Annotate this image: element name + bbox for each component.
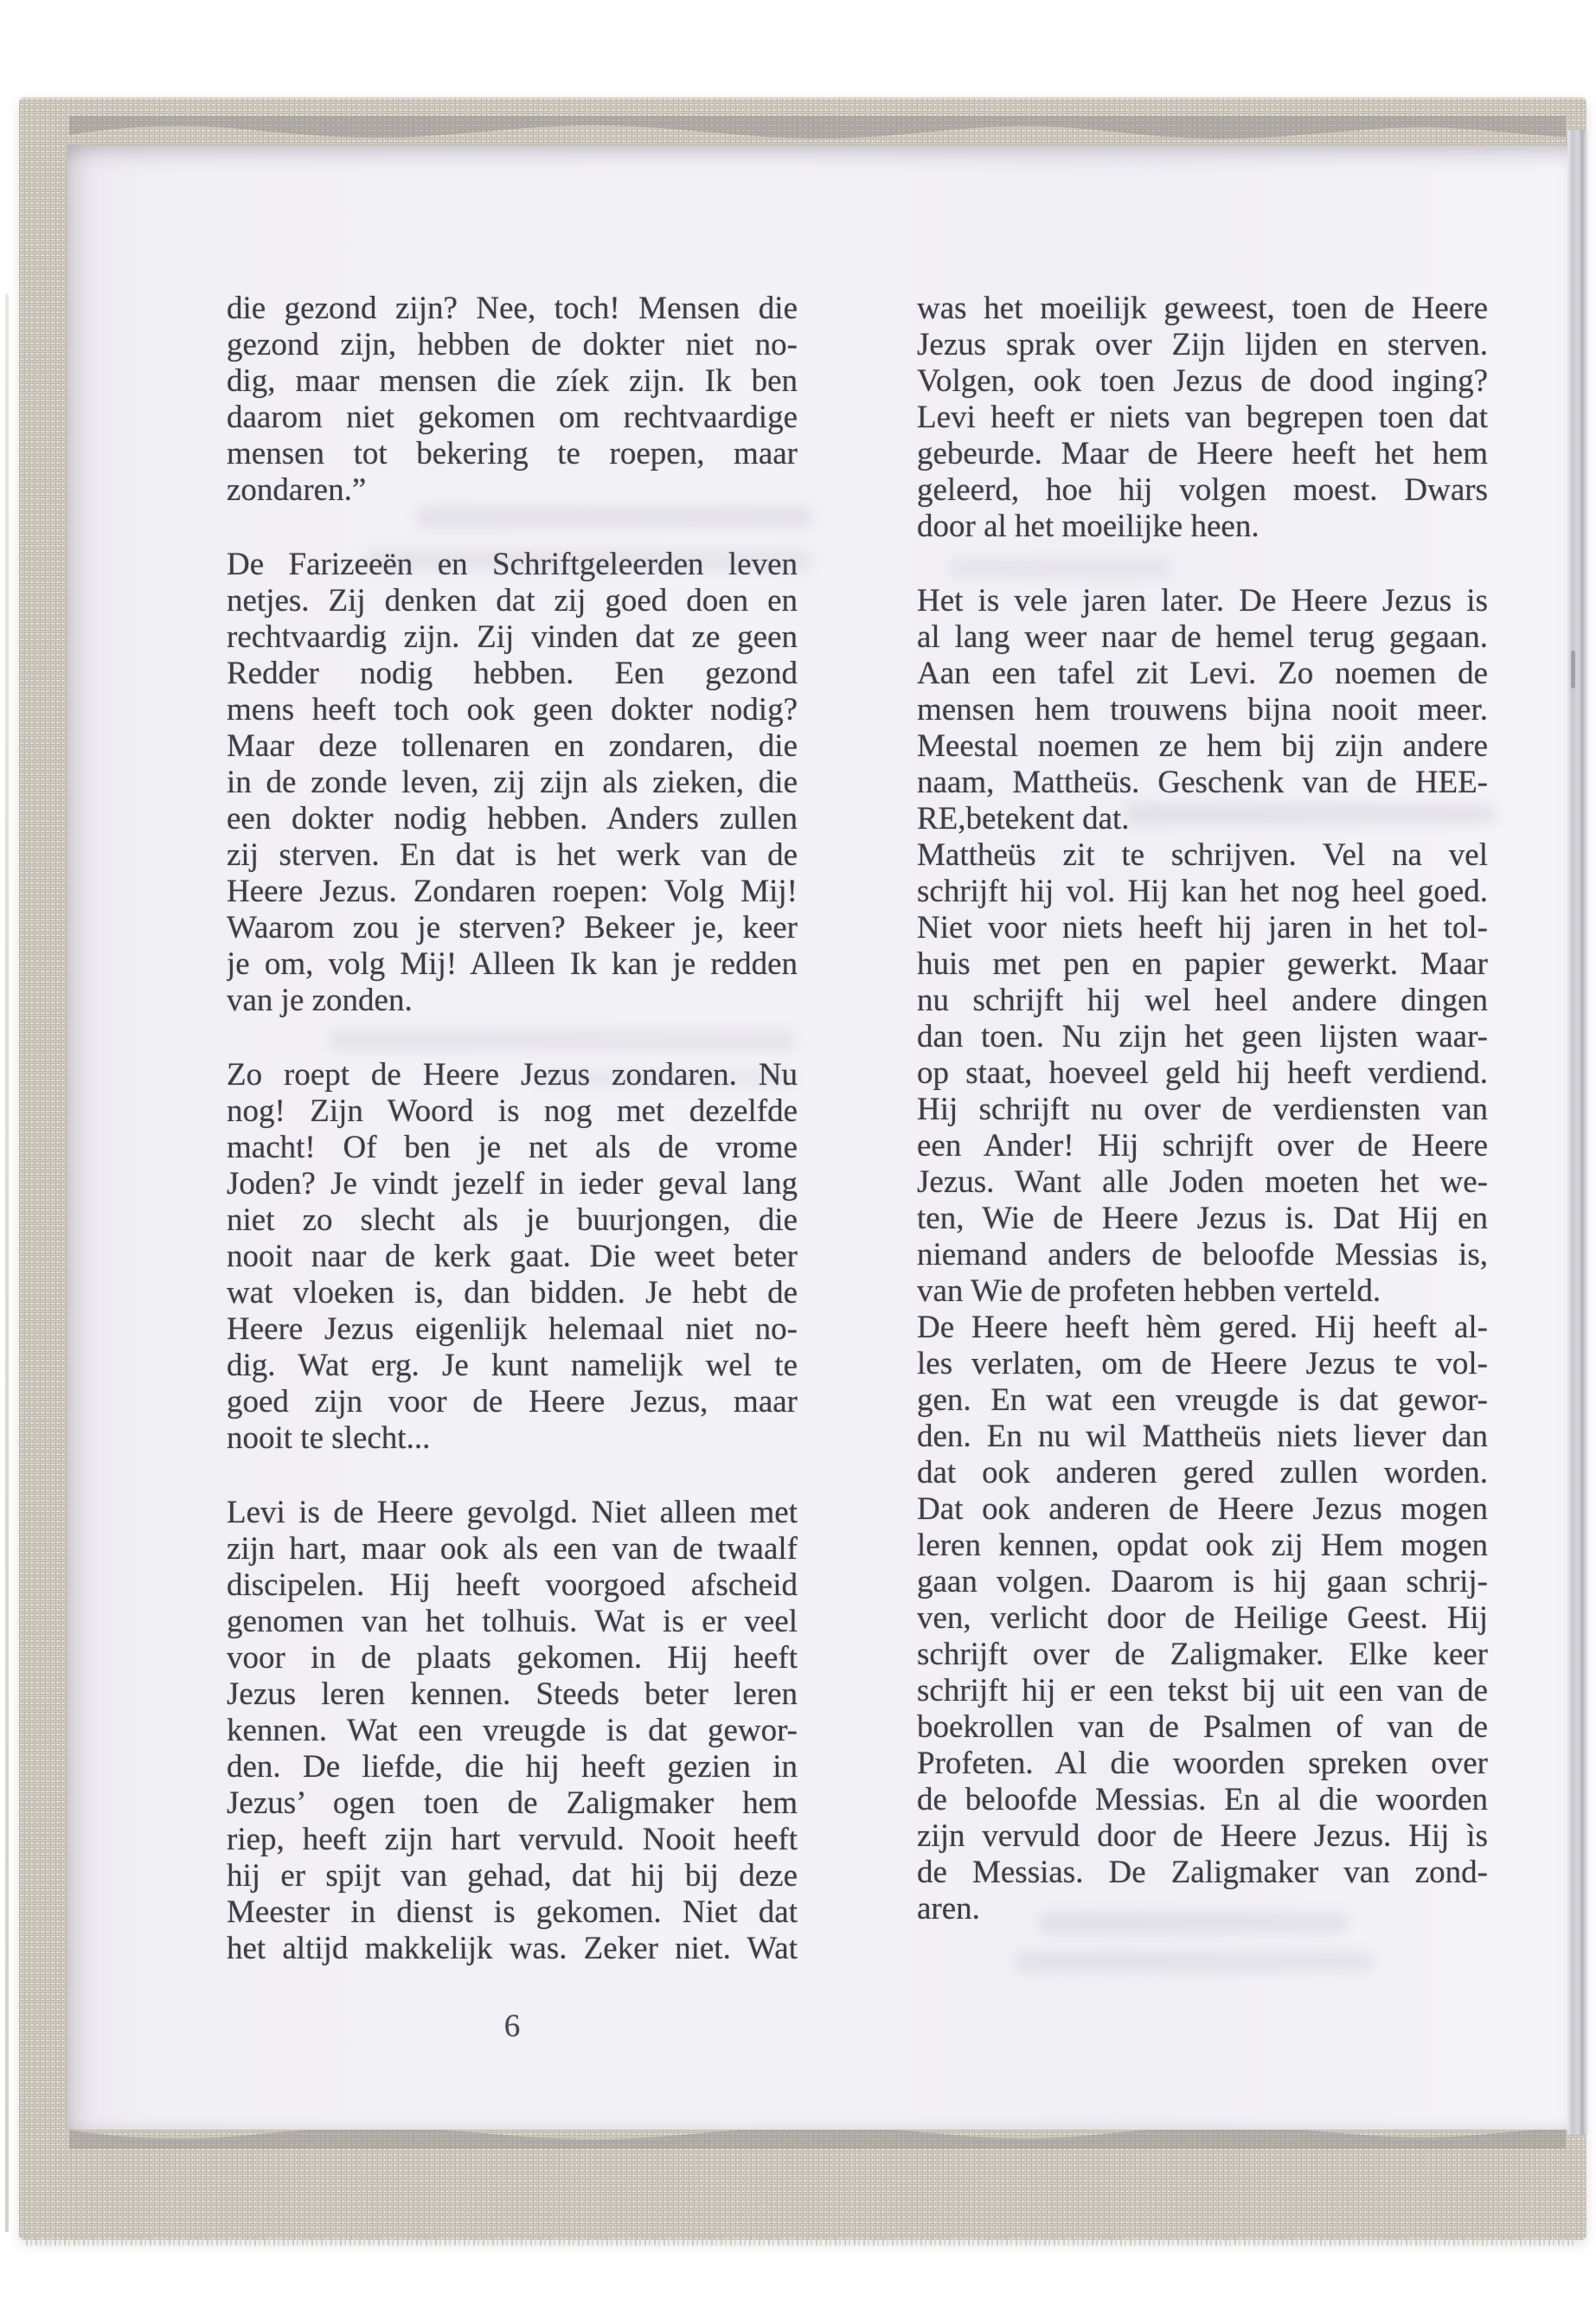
text-line: dat ook anderen gered zullen worden. <box>917 1455 1488 1490</box>
text-line: gebeurde. Maar de Heere heeft het hem <box>917 436 1488 471</box>
paragraph <box>227 547 798 1019</box>
text-line: dig. Wat erg. Je kunt namelijk wel te <box>227 1348 798 1383</box>
text-line: zondaren.” <box>227 472 367 508</box>
text-line: van je zonden. <box>227 983 413 1018</box>
text-line: al lang weer naar de hemel terug gegaan. <box>917 619 1488 655</box>
text-line: een Ander! Hij schrijft over de Heere <box>917 1128 1488 1163</box>
text-line: Jezus’ ogen toen de Zaligmaker hem <box>227 1785 798 1821</box>
text-line: een dokter nodig hebben. Anders zullen <box>227 801 798 836</box>
text-line: Redder nodig hebben. Een gezond <box>227 656 798 691</box>
text-line: dig, maar mensen die zíek zijn. Ik ben <box>227 363 798 399</box>
text-line: was het moeilijk geweest, toen de Heere <box>917 291 1488 326</box>
text-line: den. De liefde, die hij heeft gezien in <box>227 1749 798 1785</box>
cover-board-edge <box>5 294 9 2232</box>
page-top-shadow-wave <box>69 116 1566 147</box>
text-line: Jezus. Want alle Joden moeten het we- <box>917 1164 1488 1200</box>
text-line: wat vloeken is, dan bidden. Je hebt de <box>227 1275 798 1311</box>
text-line: goed zijn voor de Heere Jezus, maar <box>227 1384 798 1420</box>
text-line: in de zonde leven, zij zijn als zieken, die <box>227 765 798 800</box>
text-line: les verlaten, om de Heere Jezus te vol- <box>917 1346 1488 1381</box>
text-line: mens heeft toch ook geen dokter nodig? <box>227 692 798 727</box>
text-line: dan toen. Nu zijn het geen lijsten waar- <box>917 1019 1488 1054</box>
text-line: kennen. Wat een vreugde is dat gewor- <box>227 1713 798 1748</box>
text-line: nooit naar de kerk gaat. Die weet beter <box>227 1239 798 1274</box>
paragraph <box>227 1057 798 1457</box>
text-line: De Farizeeën en Schriftgeleerden leven <box>227 547 798 582</box>
text-line: op staat, hoeveel geld hij heeft verdiend. <box>917 1055 1488 1091</box>
text-line: voor in de plaats gekomen. Hij heeft <box>227 1640 798 1676</box>
text-line: netjes. Zij denken dat zij goed doen en <box>227 583 798 619</box>
text-line: hij er spijt van gehad, dat hij bij deze <box>227 1858 798 1894</box>
paragraph <box>227 1495 798 1967</box>
text-line: Profeten. Al die woorden spreken over <box>917 1746 1488 1781</box>
text-line: Levi heeft er niets van begrepen toen dat <box>917 400 1488 435</box>
text-line: RE,betekent dat. <box>917 801 1130 836</box>
text-column-left <box>227 291 798 1967</box>
text-line: ven, verlicht door de Heilige Geest. Hij <box>917 1600 1488 1636</box>
text-line: geleerd, hoe hij volgen moest. Dwars <box>917 472 1488 508</box>
text-line: Maar deze tollenaren en zondaren, die <box>227 728 798 764</box>
text-line: rechtvaardig zijn. Zij vinden dat ze geen <box>227 619 798 655</box>
text-line: boekrollen van de Psalmen of van de <box>917 1709 1488 1745</box>
text-line: Mattheüs zit te schrijven. Vel na vel <box>917 837 1488 873</box>
text-line: schrijft hij er een tekst bij uit een van de <box>917 1673 1488 1708</box>
paragraph <box>917 291 1488 545</box>
text-line: nooit te slecht... <box>227 1420 431 1456</box>
text-line: nu schrijft hij wel heel andere dingen <box>917 983 1488 1018</box>
page-stack-edge <box>1567 130 1588 2135</box>
text-line: De Heere heeft hèm gered. Hij heeft al- <box>917 1310 1488 1345</box>
text-line: Dat ook anderen de Heere Jezus mogen <box>917 1491 1488 1527</box>
text-line: den. En nu wil Mattheüs niets liever dan <box>917 1419 1488 1454</box>
text-line: macht! Of ben je net als de vrome <box>227 1130 798 1165</box>
text-line: het altijd makkelijk was. Zeker niet. Wat <box>227 1931 798 1966</box>
text-line: Meestal noemen ze hem bij zijn andere <box>917 728 1488 764</box>
text-line: Hij schrijft nu over de verdiensten van <box>917 1092 1488 1127</box>
text-line: nog! Zijn Woord is nog met dezelfde <box>227 1093 798 1129</box>
text-line: Het is vele jaren later. De Heere Jezus is <box>917 583 1488 619</box>
text-line: niet zo slecht als je buurjongen, die <box>227 1202 798 1238</box>
text-line: aren. <box>917 1891 980 1926</box>
text-line: mensen tot bekering te roepen, maar <box>227 436 798 471</box>
text-line: gaan volgen. Daarom is hij gaan schrij- <box>917 1564 1488 1599</box>
text-line: niemand anders de beloofde Messias is, <box>917 1237 1488 1272</box>
text-line: naam, Mattheüs. Geschenk van de HEE- <box>917 765 1488 800</box>
text-line: de beloofde Messias. En al die woorden <box>917 1782 1488 1817</box>
text-line: Jezus sprak over Zijn lijden en sterven. <box>917 327 1488 362</box>
fabric-fray <box>26 2237 1574 2246</box>
text-line: Levi is de Heere gevolgd. Niet alleen met <box>227 1495 798 1530</box>
paragraph <box>227 291 798 509</box>
text-line: van Wie de profeten hebben verteld. <box>917 1273 1381 1309</box>
text-line: Waarom zou je sterven? Bekeer je, keer <box>227 910 798 945</box>
paragraph <box>917 583 1488 837</box>
paragraph <box>917 837 1488 1310</box>
text-line: zijn hart, maar ook als een van de twaalf <box>227 1531 798 1567</box>
text-line: Heere Jezus. Zondaren roepen: Volg Mij! <box>227 874 798 909</box>
text-line: Meester in dienst is gekomen. Niet dat <box>227 1894 798 1930</box>
text-line: genomen van het tolhuis. Wat is er veel <box>227 1604 798 1639</box>
page-number: 6 <box>503 2009 521 2044</box>
text-line: je om, volg Mij! Alleen Ik kan je redden <box>227 946 798 982</box>
text-line: Zo roept de Heere Jezus zondaren. Nu <box>227 1057 798 1093</box>
text-line: Niet voor niets heeft hij jaren in het tol- <box>917 910 1488 945</box>
text-line: Jezus leren kennen. Steeds beter leren <box>227 1676 798 1712</box>
text-line: ten, Wie de Heere Jezus is. Dat Hij en <box>917 1201 1488 1236</box>
text-line: schrijft over de Zaligmaker. Elke keer <box>917 1637 1488 1672</box>
paragraph <box>917 1310 1488 1927</box>
page-edge-mark <box>1571 651 1575 689</box>
text-line: Heere Jezus eigenlijk helemaal niet no- <box>227 1311 798 1347</box>
text-line: Joden? Je vindt jezelf in ieder geval lang <box>227 1166 798 1202</box>
text-line: zijn vervuld door de Heere Jezus. Hij ìs <box>917 1818 1488 1854</box>
text-line: die gezond zijn? Nee, toch! Mensen die <box>227 291 798 326</box>
text-line: leren kennen, opdat ook zij Hem mogen <box>917 1528 1488 1563</box>
text-line: de Messias. De Zaligmaker van zond- <box>917 1855 1488 1890</box>
text-column-right <box>917 291 1488 1927</box>
text-line: Volgen, ook toen Jezus de dood inging? <box>917 363 1488 399</box>
text-line: schrijft hij vol. Hij kan het nog heel goed. <box>917 874 1488 909</box>
text-line: gezond zijn, hebben de dokter niet no- <box>227 327 798 362</box>
text-line: riep, heeft zijn hart vervuld. Nooit heeft <box>227 1822 798 1857</box>
text-line: huis met pen en papier gewerkt. Maar <box>917 946 1488 982</box>
text-line: daarom niet gekomen om rechtvaardige <box>227 400 798 435</box>
text-line: mensen hem trouwens bijna nooit meer. <box>917 692 1488 727</box>
text-line: Aan een tafel zit Levi. Zo noemen de <box>917 656 1488 691</box>
ink-showthrough <box>1012 1951 1375 1973</box>
text-line: gen. En wat een vreugde is dat gewor- <box>917 1382 1488 1418</box>
text-line: zij sterven. En dat is het werk van de <box>227 837 798 873</box>
text-line: door al het moeilijke heen. <box>917 509 1259 544</box>
text-line: discipelen. Hij heeft voorgoed afscheid <box>227 1567 798 1603</box>
